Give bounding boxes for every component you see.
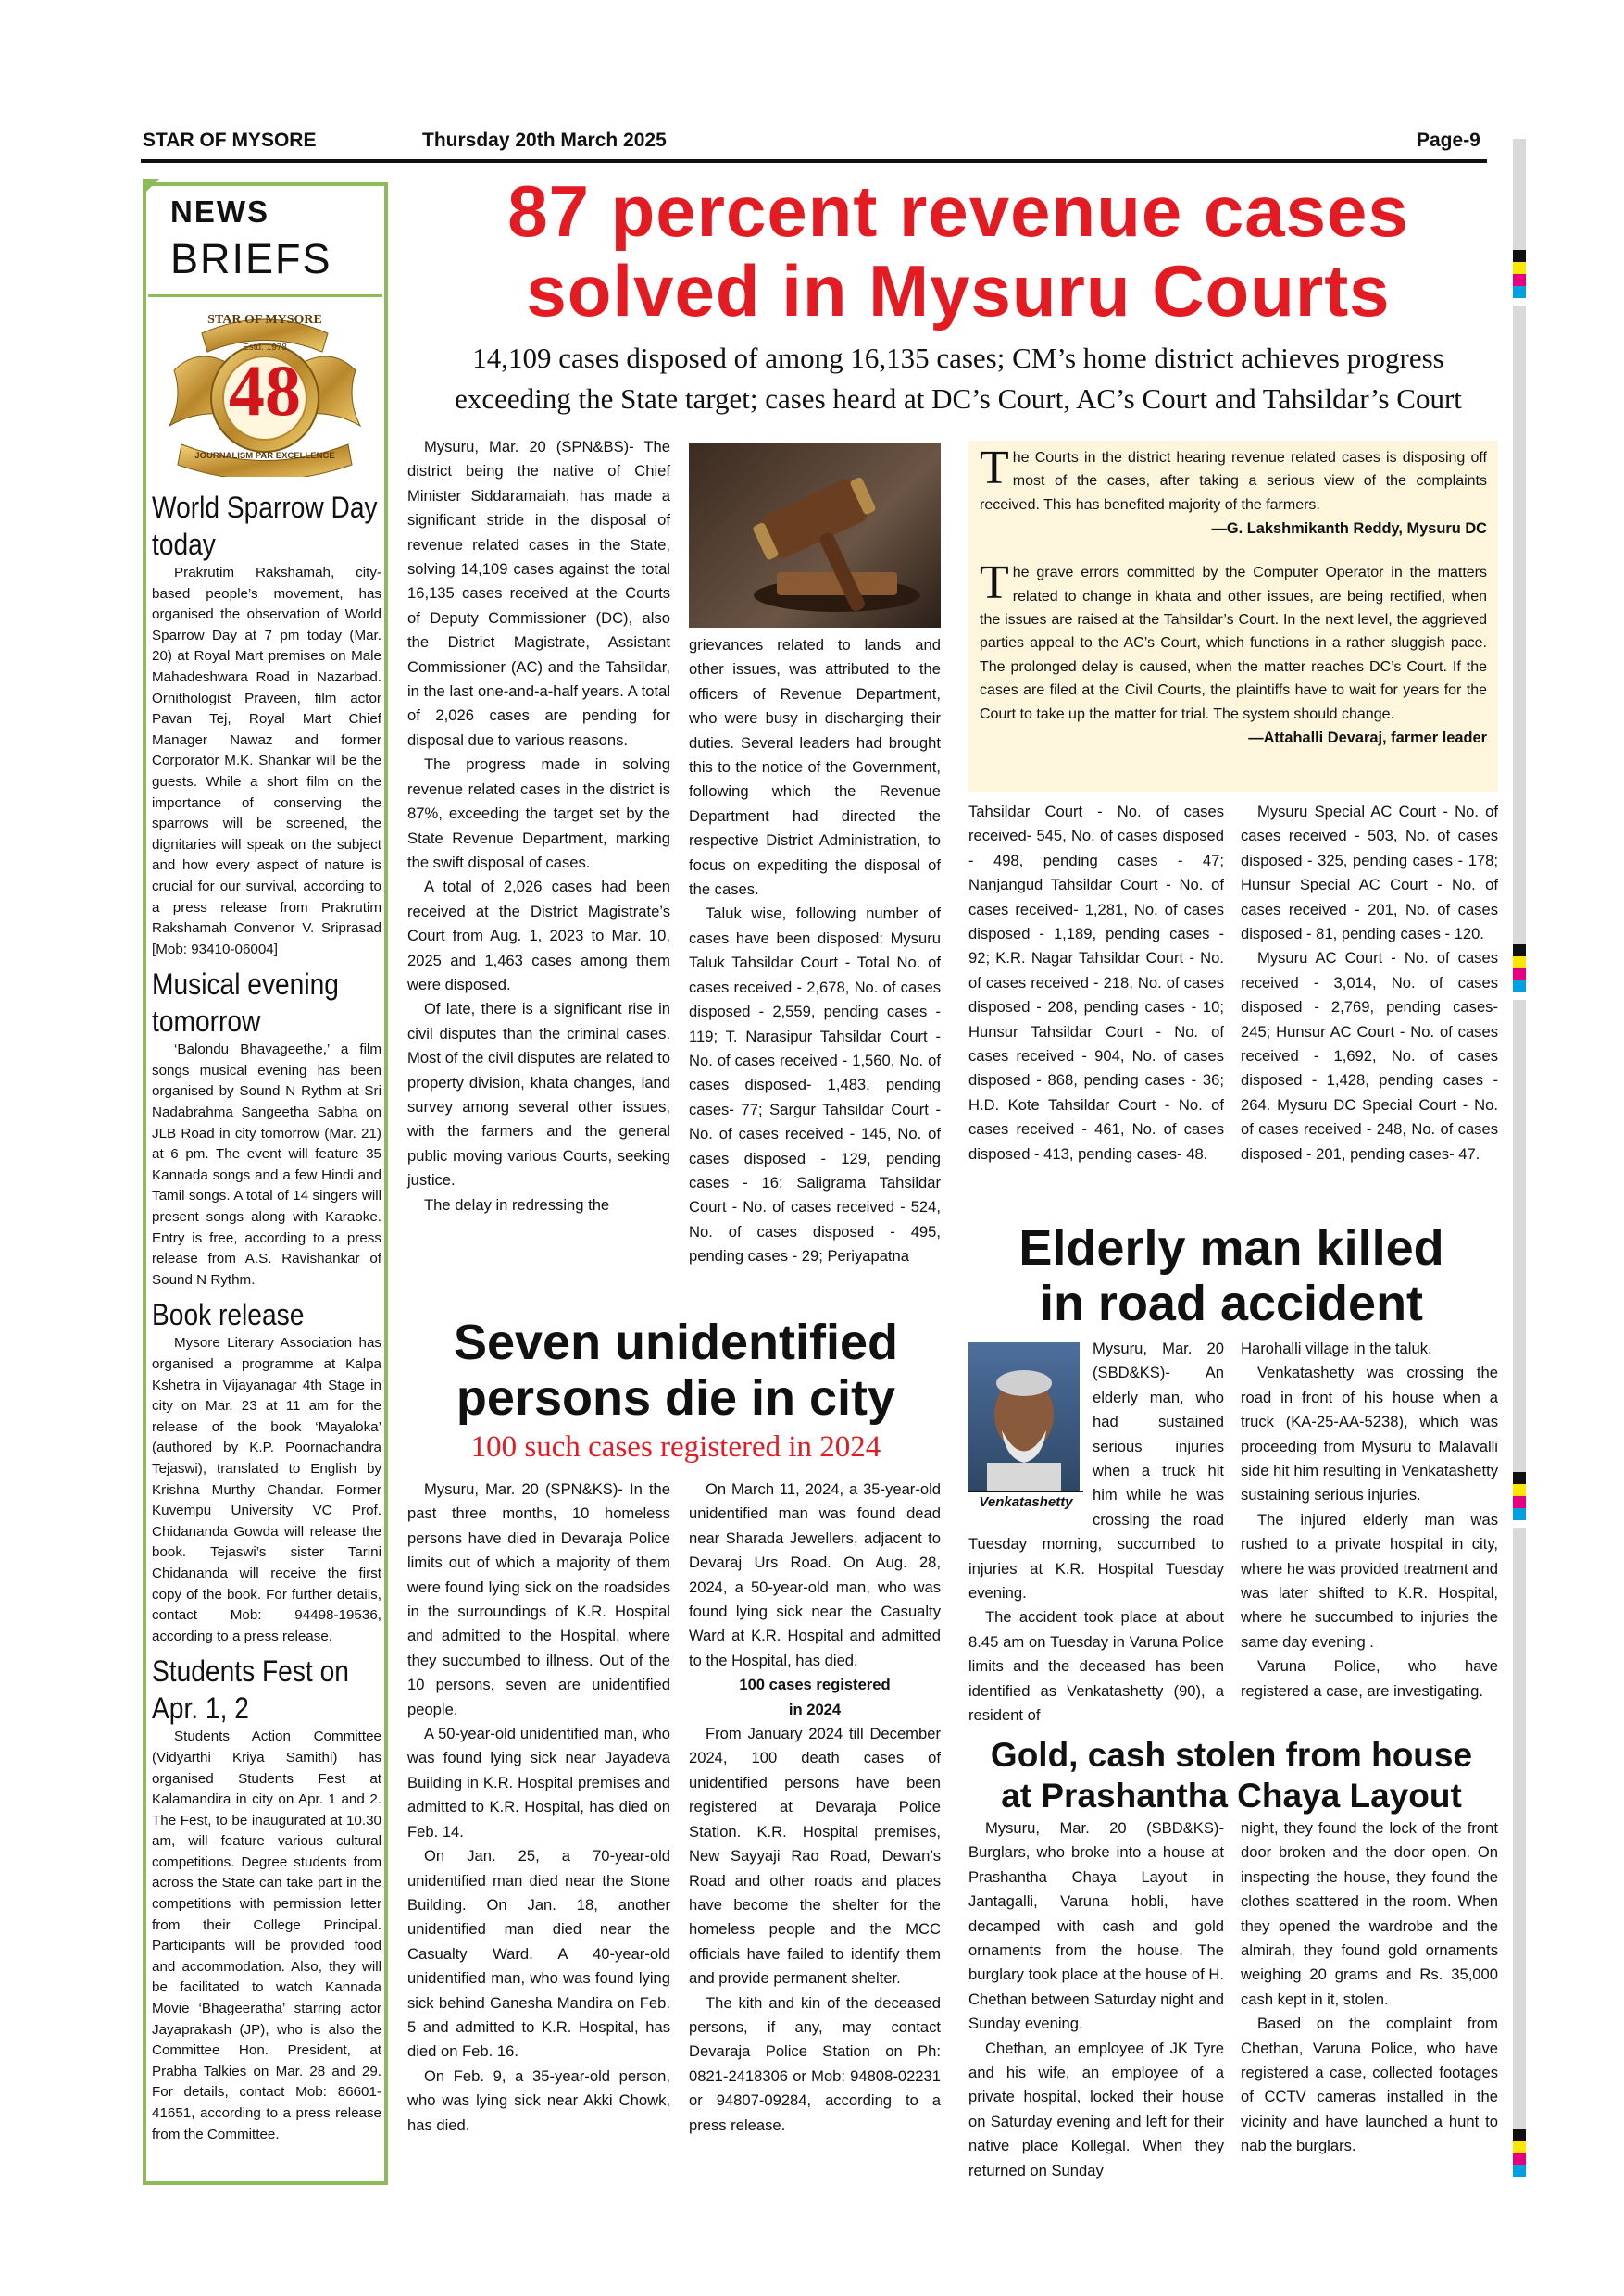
color-registration-marks (1513, 1472, 1526, 1520)
paragraph: Of late, there is a significant rise in civil disputes than the criminal cases. Most of the civil disputes are related to property division, khata changes, land survey among several other issues, with the farmers and the general public moving various Courts, seeking justice. (407, 1000, 670, 1190)
gavel-photo (689, 443, 941, 628)
lead-column-4 (1241, 800, 1498, 1167)
seven-headline (407, 1315, 944, 1426)
color-registration-marks (1513, 2129, 1526, 2177)
brief-title: Book release (152, 1298, 305, 1332)
brief-body: Students Action Committee (Vidyarthi Kriya Samithi) has organised Students Fest at Kalamandira in city on Apr. 1 and 2. The Fest, to be inaugurated at 10.30 am, will feature various cultural competitions. Degree students from across the State can take part in the competitions with permission letter from their College Principal. Participants will be provided food and accommodation. Also, they will be facilitated to watch Kannada Movie ‘Bhageeratha’ starring actor Jayaprakash (JP), who is also the Committee Hon. President, at Prabha Talkies on Mar. 28 and 29. For details, contact Mob: 86601-41651, according to a press release from the Committee. (152, 1728, 381, 2142)
margin-bar (1513, 1000, 1526, 1472)
paragraph: The accident took place at about 8.45 am on Tuesday in Varuna Police limits and the deceased has been identified as Venkatashetty (90), a resident of (968, 1608, 1224, 1725)
paragraph: Mysuru, Mar. 20 (SPN&BS)- The district being the native of Chief Minister Siddaramaiah, has made a significant stride in the disposal of revenue related cases in the State, solving 14,109 cases against the total 16,135 cases received at the Courts of Deputy Commissioner (DC), also the District Magistrate, Assistant Commissioner (AC) and the Tahsildar, in the last one-and-a-half years. A total of 2,026 cases are pending for disposal due to various reasons. (407, 438, 670, 749)
lead-column-2 (689, 633, 941, 1269)
paragraph: On March 11, 2024, a 35-year-old unidentified man was found dead near Sharada Jewellers, adjacent to Devaraj Urs Road. On Aug. 28, 2024, a 50-year-old man, who was found lying sick near the Casualty Ward at K.R. Hospital and admitted to the Hospital, has died. (689, 1480, 941, 1669)
paragraph: The progress made in solving revenue related cases in the district is 87%, exceeding the target set by the State Revenue Department, marking the swift disposal of cases. (407, 755, 670, 871)
victim-photo (968, 1342, 1080, 1491)
paragraph: Mysuru Special AC Court - No. of cases received - 503, No. of cases disposed - 325, pending cases - 178; Hunsur Special AC Court - No. of cases received - 201, No. of cases disposed - 81, pending cases - 120. (1241, 803, 1498, 943)
paragraph: grievances related to lands and other issues, was attributed to the officers of Revenue Department, who were busy in discharging their duties. Several leaders had brought this to the notice of the Government, following which the Revenue Department had directed the respective District Administration, to focus on expediting the disposal of the cases. (689, 636, 941, 899)
briefs-heading-bottom: BRIEFS (170, 235, 332, 282)
quote-farmer (980, 556, 1487, 750)
paragraph: The delay in redressing the (424, 1195, 610, 1214)
paragraph: Varuna Police, who have registered a case, are investigating. (1241, 1657, 1498, 1700)
paragraph: Mysuru, Mar. 20 (SBD&KS)- Burglars, who broke into a house at Prashantha Chaya Layout in Jantagalli, Varuna hobli, have decamped with cash and gold ornaments from the house. The burglary took place at the house of H. Chethan between Saturday night and Sunday evening. (968, 1819, 1224, 2033)
seven-headline-line-2: persons die in city (456, 1370, 896, 1426)
briefs-heading-top: NEWS (170, 194, 269, 229)
lead-headline-line-2: solved in Mysuru Courts (526, 250, 1391, 331)
quote-text: he Courts in the district hearing revenue related cases is disposing off most of the cases, after taking a serious view of the complaints received. This has benefited majority of the farmers. (980, 450, 1487, 513)
logo-ribbon-text: JOURNALISM PAR EXCELLENCE (194, 451, 335, 461)
inline-subhead: in 2024 (788, 1700, 842, 1718)
paragraph: Mysuru, Mar. 20 (SBD&KS)- An elderly man, who had sustained serious injuries when a truck hit him while he was crossing the road Tuesday morning, succumbed to injuries at K.R. Hospital Tuesday evening. (968, 1340, 1224, 1603)
issue-date: Thursday 20th March 2025 (422, 130, 667, 151)
lead-deck-line-2: exceeding the State target; cases heard at DC’s Court, AC’s Court and Tahsildar’s Court (455, 382, 1462, 415)
paragraph: Mysuru AC Court - No. of cases received - 3,014, No. of cases disposed - 2,769, pending cases- 245; Hunsur AC Court - No. of cases received - 1,692, No. of cases disposed - 1,428, pending cases - 264. Mysuru DC Special Court - No. of cases received - 248, No. of cases disposed - 201, pending cases- 47. (1241, 949, 1498, 1163)
inline-subhead: 100 cases registered (739, 1676, 891, 1694)
paper-name: STAR OF MYSORE (143, 130, 317, 151)
brief-title: Musical evening tomorrow (152, 967, 339, 1039)
gold-column-1 (968, 1816, 1224, 2183)
brief-item (152, 1653, 381, 2145)
brief-item (152, 489, 381, 960)
color-registration-marks (1513, 944, 1526, 992)
lead-deck-line-1: 14,109 cases disposed of among 16,135 cases; CM’s home district achieves progress (472, 342, 1444, 374)
brief-title: Students Fest on Apr. 1, 2 (152, 1654, 349, 1726)
paragraph: Based on the complaint from Chethan, Varuna Police, who have registered a case, collected footages of CCTV cameras installed in the vicinity and have launched a hunt to nab the burglars. (1241, 2015, 1498, 2155)
masthead-rule (141, 159, 1487, 163)
briefs-list (152, 483, 381, 2150)
briefs-divider (148, 294, 382, 297)
paragraph: Tahsildar Court - No. of cases received- 545, No. of cases disposed - 498, pending cases - 47; Nanjangud Tahsildar Court - No. of cases received- 1,281, No. of cases disposed - 1,189, pending cases - 92; K.R. Nagar Tahsildar Court - No. of cases received - 218, No. of cases disposed - 208, pending cases - 10; Hunsur Tahsildar Court - No. of cases received - 904, No. of cases disposed - 868, pending cases - 36; H.D. Kote Tahsildar Court - No. of cases received - 461, No. of cases disposed - 413, pending cases- 48. (968, 803, 1224, 1163)
paragraph: From January 2024 till December 2024, 100 death cases of unidentified persons have been registered at Devaraja Police Station. K.R. Hospital premises, New Sayyaji Rao Road, Dewan’s Road and other roads and places have become the shelter for the homeless people and the MCC officials have failed to identify them and provide permanent shelter. (689, 1725, 941, 1988)
drop-cap: T (980, 442, 1009, 494)
quote-dc (980, 442, 1487, 541)
lead-column-1 (407, 435, 670, 1217)
lead-column-3 (968, 800, 1224, 1167)
paragraph: The injured elderly man was rushed to a private hospital in city, where he was provided treatment and was later shifted to K.R. Hospital, where he succumbed to injuries the same day evening . (1241, 1510, 1498, 1651)
elderly-headline-line-2: in road accident (1039, 1276, 1424, 1331)
paragraph: Taluk wise, following number of cases have been disposed: Mysuru Taluk Tahsildar Court - Total No. of cases received - 2,678, No. of cases disposed - 2,559, pending cases - 119; T. Narasipur Tahsildar Court - No. of cases received - 1,560, No. of cases disposed- 1,483, pending cases- 77; Sargur Tahsildar Court - No. of cases received - 145, No. of cases disposed - 129, pending cases - 16; Saligrama Tahsildar Court - No. of cases received - 524, No. of cases disposed - 495, pending cases - 29; Periyapatna (689, 905, 941, 1266)
color-registration-marks (1513, 250, 1526, 298)
paragraph: Harohalli village in the taluk. (1241, 1340, 1432, 1357)
margin-bar (1513, 139, 1526, 250)
elderly-headline (963, 1220, 1500, 1331)
brief-body: Prakrutim Rakshamah, city-based people’s movement, has organised the observation of World Sparrow Day at 7 pm today (Mar. 20) at Royal Mart premises on Male Mahadeshwara Road in Nazarbad. Ornithologist Praveen, film actor Pavan Tej, Royal Mart Chief Manager Nawaz and former Corporator M.K. Shankar will be the guests. While a short film on the importance of conserving the sparrows will be screened, the dignitaries will speak on the subject and how every aspect of nature is crucial for our survival, according to a press release from Prakrutim Rakshamah Convenor V. Sriprasad [Mob: 93410-06004] (152, 565, 381, 957)
quote-text: he grave errors committed by the Computer Operator in the matters related to change in khata and other issues, are being rectified, when the issues are raised at the Tahsildar’s Court. In the next level, the aggrieved parties appeal to the AC’s Court, which functions in a rather sluggish pace. The prolonged delay is caused, when the matter reaches DC’s Court. If the cases are filed at the Civil Courts, the plaintiffs have to wait for years for the Court to take up the matter for trial. The system should change. (980, 565, 1487, 722)
lead-headline (407, 172, 1509, 330)
brief-item (152, 966, 381, 1291)
elderly-headline-line-1: Elderly man killed (1018, 1220, 1444, 1276)
brief-body: Mysore Literary Association has organised a programme at Kalpa Kshetra in Vijayanagar 4th Stage in city on Mar. 23 at 11 am for the release of the book ‘Mayaloka’ (authored by K.P. Poornachandra Tejaswi), translated to English by Krishna Murthy Chandar. Former Kuvempu University VC Prof. Chidananda Gowda will release the book. Tejaswi’s sister Tarini Chidananda will receive the first copy of the book. For further details, contact Mob: 94498-19536, according to a press release. (152, 1335, 381, 1644)
lead-deck (407, 338, 1509, 419)
paragraph: Venkatashetty was crossing the road in front of his house when a truck (KA-25-AA-5238), which was proceeding from Mysuru to Malavalli side hit him resulting in Venkatashetty sustaining serious injuries. (1241, 1364, 1498, 1504)
paragraph: Mysuru, Mar. 20 (SPN&KS)- In the past three months, 10 homeless persons have died in Devaraja Police limits out of which a majority of them were found lying sick on the roadsides in the surroundings of K.R. Hospital and admitted to the Hospital, where they succumbed to illness. Out of the 10 persons, seven are unidentified people. (407, 1480, 670, 1718)
gold-headline (963, 1735, 1500, 1816)
page-number: Page-9 (1417, 130, 1480, 151)
gold-column-2 (1241, 1816, 1498, 2159)
corner-tab (143, 179, 159, 195)
logo-number: 48 (229, 350, 301, 430)
elderly-column-1 (968, 1337, 1224, 1728)
logo-name: STAR OF MYSORE (207, 313, 322, 327)
paragraph: On Feb. 9, a 35-year-old person, who was lying sick near Akki Chowk, has died. (407, 2066, 670, 2134)
logo-estd: Estd. 1978 (243, 343, 287, 353)
paragraph: A 50-year-old unidentified man, who was found lying sick near Jayadeva Building in K.R. Hospital premises and admitted to K.R. Hospital, has died on Feb. 14. (407, 1725, 670, 1841)
paragraph: On Jan. 25, a 70-year-old unidentified man died near the Stone Building. On Jan. 18, another unidentified man died near the Casualty Ward. A 40-year-old unidentified man, who was found lying sick behind Ganesha Mandira on Feb. 5 and admitted to K.R. Hospital, has died on Feb. 16. (407, 1847, 670, 2061)
margin-bar (1513, 306, 1526, 944)
seven-subheadline: 100 such cases registered in 2024 (470, 1430, 881, 1464)
elderly-column-2 (1241, 1337, 1498, 1703)
paragraph: Chethan, an employee of JK Tyre and his wife, an employee of a private hospital, locked their house on Saturday evening and left for their native place Kollegal. When they returned on Sunday (968, 2039, 1224, 2179)
lead-headline-line-1: 87 percent revenue cases (507, 170, 1409, 252)
brief-body: ‘Balondu Bhavageethe,’ a film songs musical evening has been organised by Sound N Rythm at Sri Nadabrahma Sangeetha Sabha on JLB Road in city tomorrow (Mar. 21) at 6 pm. The event will feature 35 Kannada songs and a few Hindi and Tamil songs. A total of 14 singers will present songs along with Karaoke. Entry is free, according to a press release from A.S. Ravishankar of Sound N Rythm. (152, 1042, 381, 1288)
seven-column-1 (407, 1478, 670, 2138)
paragraph: The kith and kin of the deceased persons, if any, may contact Devaraja Police Station on Ph: 0821-2418306 or Mob: 94808-02231 or 94807-09284, according to a press release. (689, 1993, 941, 2134)
quote-attribution: —G. Lakshmikanth Reddy, Mysuru DC (1211, 520, 1487, 538)
paragraph: night, they found the lock of the front door broken and the door open. On inspecting the house, they found the clothes scattered in the room. When they opened the wardrobe and the almirah, they found gold ornaments weighing 20 grams and Rs. 35,000 cash kept in it, stolen. (1241, 1819, 1498, 2008)
seven-headline-line-1: Seven unidentified (453, 1315, 899, 1370)
seven-column-2 (689, 1478, 941, 2138)
brief-item (152, 1296, 381, 1647)
paragraph: A total of 2,026 cases had been received at the District Magistrate’s Court from Aug. 1, 2023 to Mar. 10, 2025 and 1,463 cases among them were disposed. (407, 878, 670, 993)
drop-cap: T (980, 556, 1009, 610)
quote-attribution: —Attahalli Devaraj, farmer leader (1248, 730, 1487, 747)
brief-title: World Sparrow Day today (152, 491, 378, 561)
photo-caption: Venkatashetty (968, 1491, 1083, 1513)
gold-headline-line-2: at Prashantha Chaya Layout (1001, 1777, 1462, 1815)
margin-bar (1513, 1528, 1526, 2129)
victim-photo-frame (968, 1342, 1083, 1515)
quote-box (968, 441, 1498, 792)
gold-headline-line-1: Gold, cash stolen from house (990, 1736, 1473, 1774)
